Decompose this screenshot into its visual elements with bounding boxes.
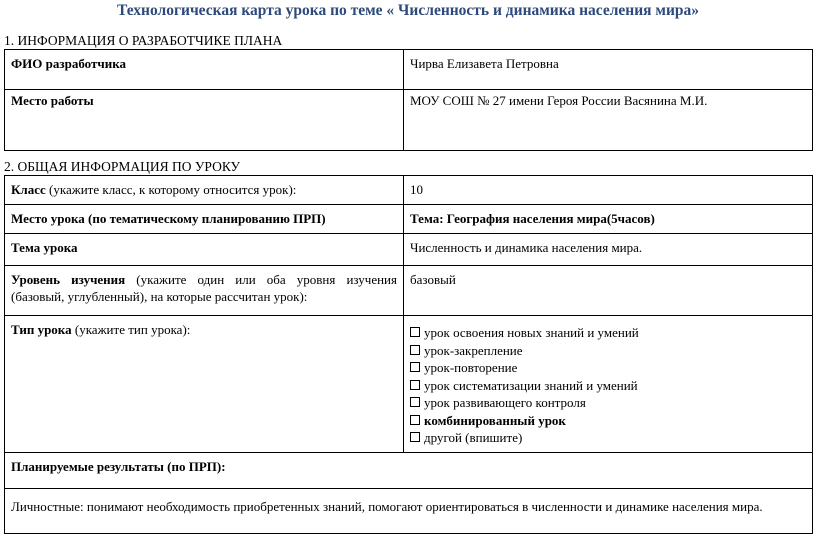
checkbox-icon[interactable] [410, 327, 420, 337]
table-row [5, 205, 813, 234]
lesson-info-table [4, 175, 813, 534]
workplace-label: Место работы [5, 90, 404, 151]
developer-name-label: ФИО разработчика [5, 50, 404, 90]
table-row [5, 50, 813, 90]
lesson-topic-label: Тема урока [5, 234, 404, 266]
table-row [5, 90, 813, 151]
study-level-label: Уровень изучения (укажите один или оба уровня изучения (базовый, углубленный), на которые рассчитан урок): [5, 266, 404, 316]
table-row [5, 452, 813, 488]
section-1-heading: 1. ИНФОРМАЦИЯ О РАЗРАБОТЧИКЕ ПЛАНА [4, 33, 283, 48]
lesson-topic-value: Численность и динамика населения мира. [404, 234, 813, 266]
workplace-value: МОУ СОШ № 27 имени Героя России Васянина М.И. [404, 90, 813, 151]
lesson-type-option[interactable]: урок освоения новых знаний и умений [410, 324, 806, 342]
checkbox-icon[interactable] [410, 380, 420, 390]
lesson-type-option-selected[interactable]: комбинированный урок [410, 412, 806, 430]
class-value: 10 [404, 176, 813, 205]
lesson-type-option[interactable]: урок-повторение [410, 359, 806, 377]
study-level-value: базовый [404, 266, 813, 316]
lesson-type-option[interactable]: другой (впишите) [410, 429, 806, 447]
lesson-type-options [404, 316, 813, 453]
table-row [5, 488, 813, 533]
table-row [5, 316, 813, 453]
checkbox-icon[interactable] [410, 397, 420, 407]
lesson-place-value: Тема: География населения мира(5часов) [404, 205, 813, 234]
personal-results: Личностные: понимают необходимость приобретенных знаний, помогают ориентироваться в численности и динамике населения мира. [5, 488, 813, 533]
lesson-type-option[interactable]: урок развивающего контроля [410, 394, 806, 412]
section-2-heading: 2. ОБЩАЯ ИНФОРМАЦИЯ ПО УРОКУ [4, 159, 241, 174]
table-row [5, 266, 813, 316]
lesson-type-option[interactable]: урок систематизации знаний и умений [410, 377, 806, 395]
table-row [5, 234, 813, 266]
class-label: Класс (укажите класс, к которому относится урок): [5, 176, 404, 205]
developer-name-value: Чирва Елизавета Петровна [404, 50, 813, 90]
lesson-place-label: Место урока (по тематическому планированию ПРП) [5, 205, 404, 234]
page-title: Технологическая карта урока по теме « Численность и динамика населения мира» [116, 2, 699, 19]
developer-info-table [4, 49, 813, 151]
checkbox-icon[interactable] [410, 362, 420, 372]
lesson-type-label: Тип урока (укажите тип урока): [5, 316, 404, 453]
checkbox-icon[interactable] [410, 345, 420, 355]
checkbox-icon[interactable] [410, 432, 420, 442]
table-row [5, 176, 813, 205]
planned-results-label: Планируемые результаты (по ПРП): [5, 452, 813, 488]
checkbox-icon[interactable] [410, 415, 420, 425]
lesson-type-option[interactable]: урок-закрепление [410, 342, 806, 360]
